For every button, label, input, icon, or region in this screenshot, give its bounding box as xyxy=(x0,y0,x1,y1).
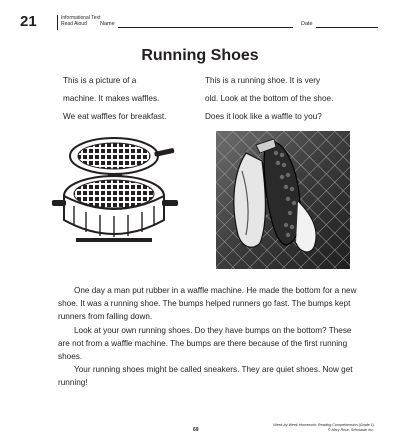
caption-line: old. Look at the bottom of the shoe. xyxy=(205,94,334,103)
page-header xyxy=(20,13,380,31)
body-paragraph: Your running shoes might be called sneakers. They are quiet shoes. Now get running! xyxy=(58,365,353,388)
date-label: Date xyxy=(301,21,313,27)
category-labels xyxy=(61,15,100,27)
running-shoe-photo xyxy=(216,131,350,269)
name-field[interactable] xyxy=(118,27,293,28)
name-label: Name xyxy=(100,21,115,27)
body-paragraph: Look at your own running shoes. Do they have bumps on the bottom? These are not from a waffle machine. The bumps are there because of the first running shoes. xyxy=(58,325,352,362)
credit-line: © Mary Rose, Scholastic Inc. xyxy=(327,427,374,432)
footer-credit xyxy=(273,423,374,433)
right-caption xyxy=(205,72,333,126)
category-label: Informational Text xyxy=(61,15,101,21)
waffle-iron-illustration xyxy=(52,130,190,250)
date-field[interactable] xyxy=(316,27,378,28)
article-body xyxy=(58,284,358,390)
footer-page-number: 69 xyxy=(193,427,199,433)
left-caption xyxy=(63,72,166,126)
caption-line: Does it look like a waffle to you? xyxy=(205,112,322,121)
caption-line: This is a running shoe. It is very xyxy=(205,76,321,85)
header-divider xyxy=(57,15,58,30)
category-label: Read Aloud xyxy=(61,21,87,27)
caption-line: machine. It makes waffles. xyxy=(63,94,160,103)
caption-line: We eat waffles for breakfast. xyxy=(63,112,167,121)
caption-line: This is a picture of a xyxy=(63,76,137,85)
page-number: 21 xyxy=(20,13,37,30)
page-title: Running Shoes xyxy=(141,47,259,64)
body-paragraph: One day a man put rubber in a waffle machine. He made the bottom for a new shoe. It was a running shoe. The bumps helped runners go fast. The bumps kept runners from falling down. xyxy=(58,286,357,322)
credit-line: Week-by-Week Homework: Reading Comprehension (Grade 1) xyxy=(273,423,374,427)
